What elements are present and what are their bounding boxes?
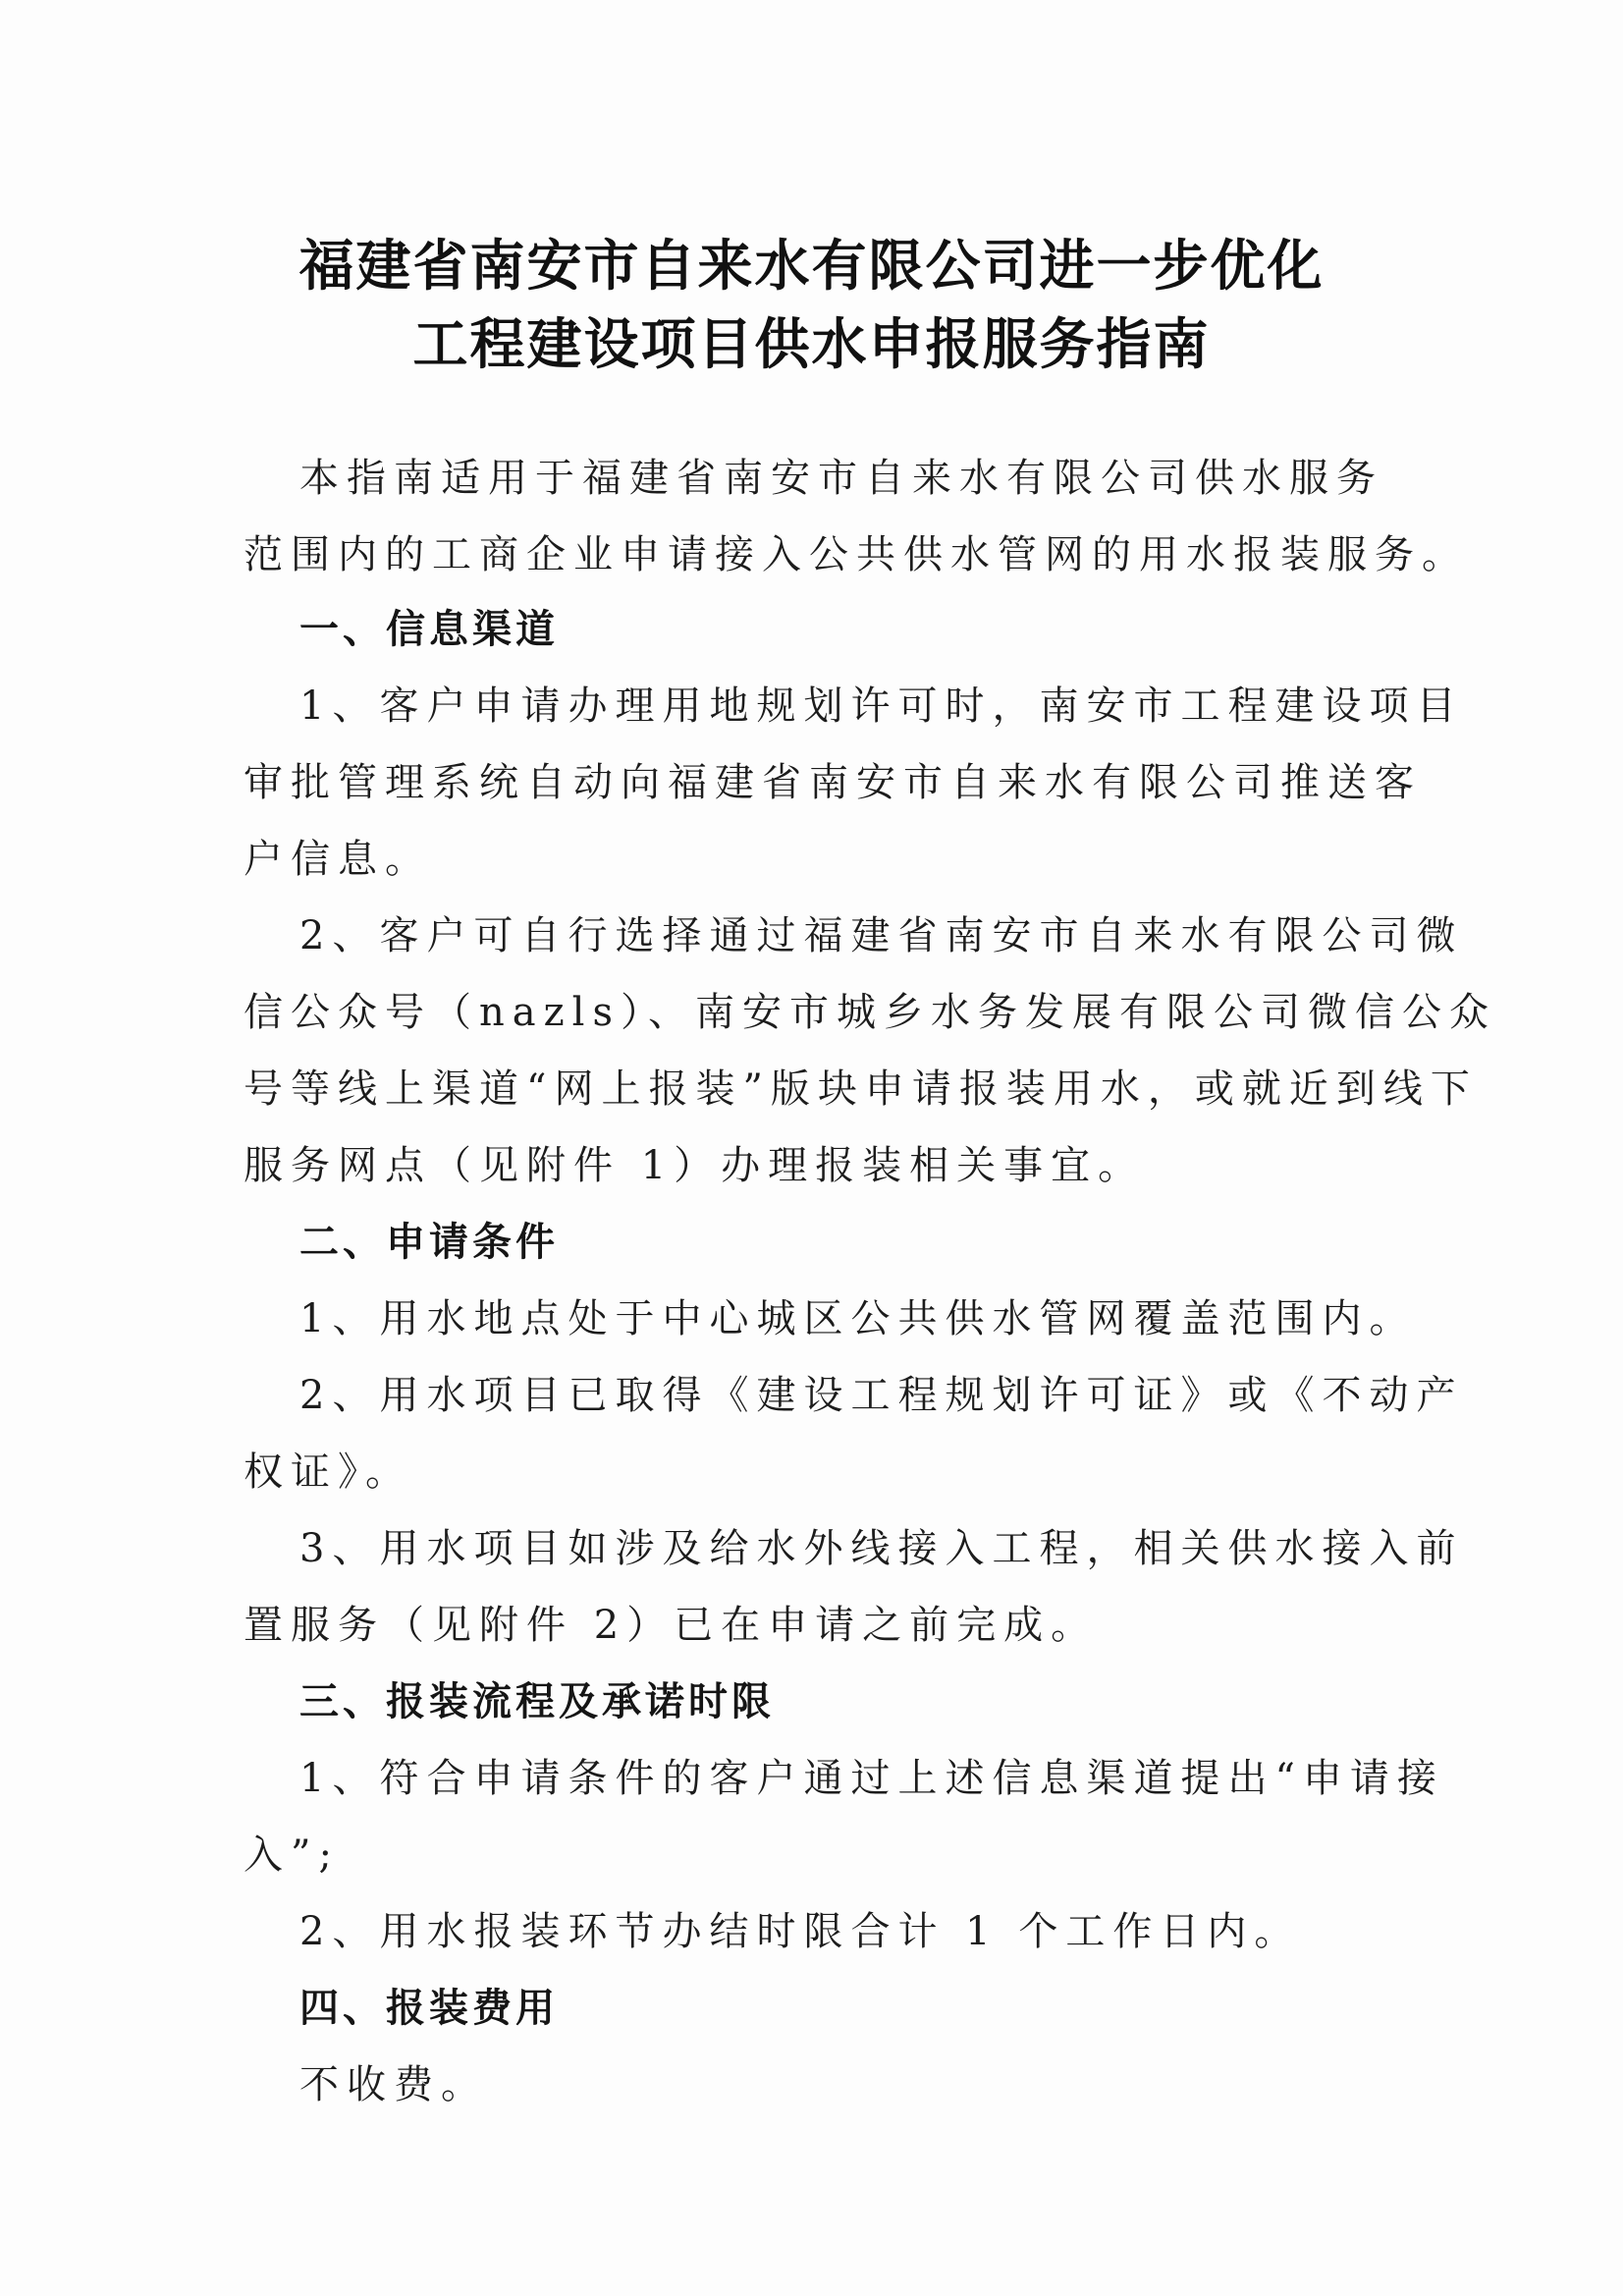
section-2-item-1 bbox=[243, 1281, 1417, 1357]
section-2-item-3 bbox=[243, 1510, 1464, 1664]
section-3-item-2-line-1: 2、用水报装环节办结时限合计 1 个工作日内。 bbox=[299, 1909, 1302, 1954]
section-2-item-2-line-1: 2、用水项目已取得《建设工程规划许可证》或《不动产 bbox=[299, 1373, 1464, 1418]
section-3-item-1-line-1: 1、符合申请条件的客户通过上述信息渠道提出“申请接 bbox=[299, 1756, 1444, 1801]
section-1-item-2-line-2: 信公众号（nazls）、南安市城乡水务发展有限公司微信公众 bbox=[243, 990, 1497, 1035]
section-1-item-2 bbox=[243, 898, 1497, 1204]
section-4-heading: 四、报装费用 bbox=[299, 1986, 559, 2031]
section-2-item-3-line-1: 3、用水项目如涉及给水外线接入工程，相关供水接入前 bbox=[299, 1526, 1464, 1571]
section-2-heading: 二、申请条件 bbox=[299, 1220, 559, 1265]
document-title-line-2: 工程建设项目供水申报服务指南 bbox=[412, 313, 1211, 377]
section-1-heading: 一、信息渠道 bbox=[299, 607, 559, 652]
section-1-item-2-line-3: 号等线上渠道“网上报装”版块申请报装用水，或就近到线下 bbox=[243, 1066, 1478, 1112]
section-1-item-2-line-1: 2、客户可自行选择通过福建省南安市自来水有限公司微 bbox=[299, 913, 1464, 958]
section-1-item-1-line-3: 户信息。 bbox=[243, 837, 432, 882]
section-1-item-1 bbox=[243, 668, 1464, 898]
section-1-item-1-line-2: 审批管理系统自动向福建省南安市自来水有限公司推送客 bbox=[243, 760, 1422, 805]
section-2-item-1-line-1: 1、用水地点处于中心城区公共供水管网覆盖范围内。 bbox=[299, 1296, 1417, 1341]
section-2-item-2 bbox=[243, 1357, 1464, 1510]
section-1-item-2-line-4: 服务网点（见附件 1）办理报装相关事宜。 bbox=[243, 1143, 1146, 1188]
intro-paragraph bbox=[243, 440, 1469, 593]
section-2-item-3-line-2: 置服务（见附件 2）已在申请之前完成。 bbox=[243, 1603, 1099, 1648]
section-3-item-1 bbox=[243, 1740, 1444, 1893]
document-title-line-1: 福建省南安市自来水有限公司进一步优化 bbox=[298, 235, 1325, 299]
section-1-item-1-line-1: 1、客户申请办理用地规划许可时，南安市工程建设项目 bbox=[299, 683, 1464, 729]
section-3-item-2 bbox=[243, 1893, 1382, 1970]
section-4-body-line: 不收费。 bbox=[299, 2062, 488, 2107]
intro-line-2: 范围内的工商企业申请接入公共供水管网的用水报装服务。 bbox=[243, 532, 1469, 577]
section-3-heading: 三、报装流程及承诺时限 bbox=[299, 1679, 775, 1724]
intro-line-1: 本指南适用于福建省南安市自来水有限公司供水服务 bbox=[299, 456, 1383, 501]
section-3-item-1-line-2: 入”; bbox=[243, 1832, 340, 1878]
section-2-item-2-line-2: 权证》。 bbox=[243, 1449, 412, 1495]
section-4-body bbox=[243, 2047, 1382, 2123]
